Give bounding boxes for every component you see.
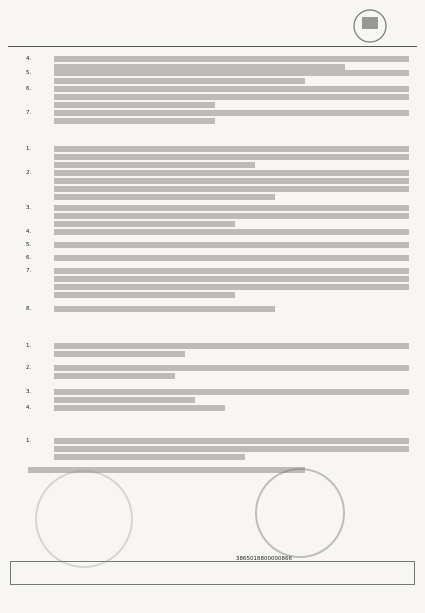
- item-number: 6.: [26, 86, 32, 92]
- text-line: [54, 186, 409, 192]
- text-line: [54, 56, 409, 62]
- right-seal: [255, 468, 345, 558]
- text-line: [54, 343, 409, 349]
- text-line: [54, 284, 409, 290]
- item-number: 8.: [26, 306, 32, 312]
- text-line: [54, 438, 409, 444]
- text-line: [54, 373, 175, 379]
- text-line: [54, 229, 409, 235]
- text-line: [54, 205, 409, 211]
- text-line: [54, 110, 409, 116]
- item-number: 1.: [26, 343, 32, 349]
- text-line: [54, 213, 409, 219]
- text-line: [54, 255, 409, 261]
- text-line: [54, 454, 245, 460]
- item-number: 3.: [26, 389, 32, 395]
- item-number: 2.: [26, 365, 32, 371]
- text-line: [54, 78, 305, 84]
- footer-box: [10, 561, 415, 585]
- text-line: [54, 221, 235, 227]
- text-line: [54, 118, 215, 124]
- header: [8, 6, 415, 48]
- text-line: [54, 268, 409, 274]
- item-number: 4.: [26, 229, 32, 235]
- text-line: [54, 154, 409, 160]
- item-number: 1.: [26, 438, 32, 444]
- header-rule: [8, 46, 417, 47]
- footer-text: [11, 562, 414, 566]
- item-number: 3.: [26, 205, 32, 211]
- text-line: [54, 178, 409, 184]
- text-line: [54, 446, 409, 452]
- text-line: [54, 86, 409, 92]
- text-line: [54, 162, 255, 168]
- item-number: 1.: [26, 146, 32, 152]
- text-line: [54, 306, 275, 312]
- left-seal: [35, 470, 133, 568]
- text-line: [54, 194, 275, 200]
- item-number: 7.: [26, 110, 32, 116]
- bank-account-number: 3865018800000866: [236, 556, 292, 562]
- text-line: [54, 351, 185, 357]
- text-line: [54, 170, 409, 176]
- item-number: 4.: [26, 405, 32, 411]
- item-number: 2.: [26, 170, 32, 176]
- text-line: [54, 70, 409, 76]
- text-line: [54, 276, 409, 282]
- text-line: [54, 102, 215, 108]
- text-line: [54, 242, 409, 248]
- item-number: 4.: [26, 56, 32, 62]
- item-number: 7.: [26, 268, 32, 274]
- text-line: [54, 397, 195, 403]
- text-line: [54, 405, 225, 411]
- item-number: 5.: [26, 242, 32, 248]
- text-line: [54, 389, 409, 395]
- text-line: [54, 292, 235, 298]
- item-number: 5.: [26, 70, 32, 76]
- text-line: [54, 94, 409, 100]
- company-logo-icon: [351, 8, 389, 44]
- text-line: [54, 365, 409, 371]
- item-number: 6.: [26, 255, 32, 261]
- text-line: [54, 146, 409, 152]
